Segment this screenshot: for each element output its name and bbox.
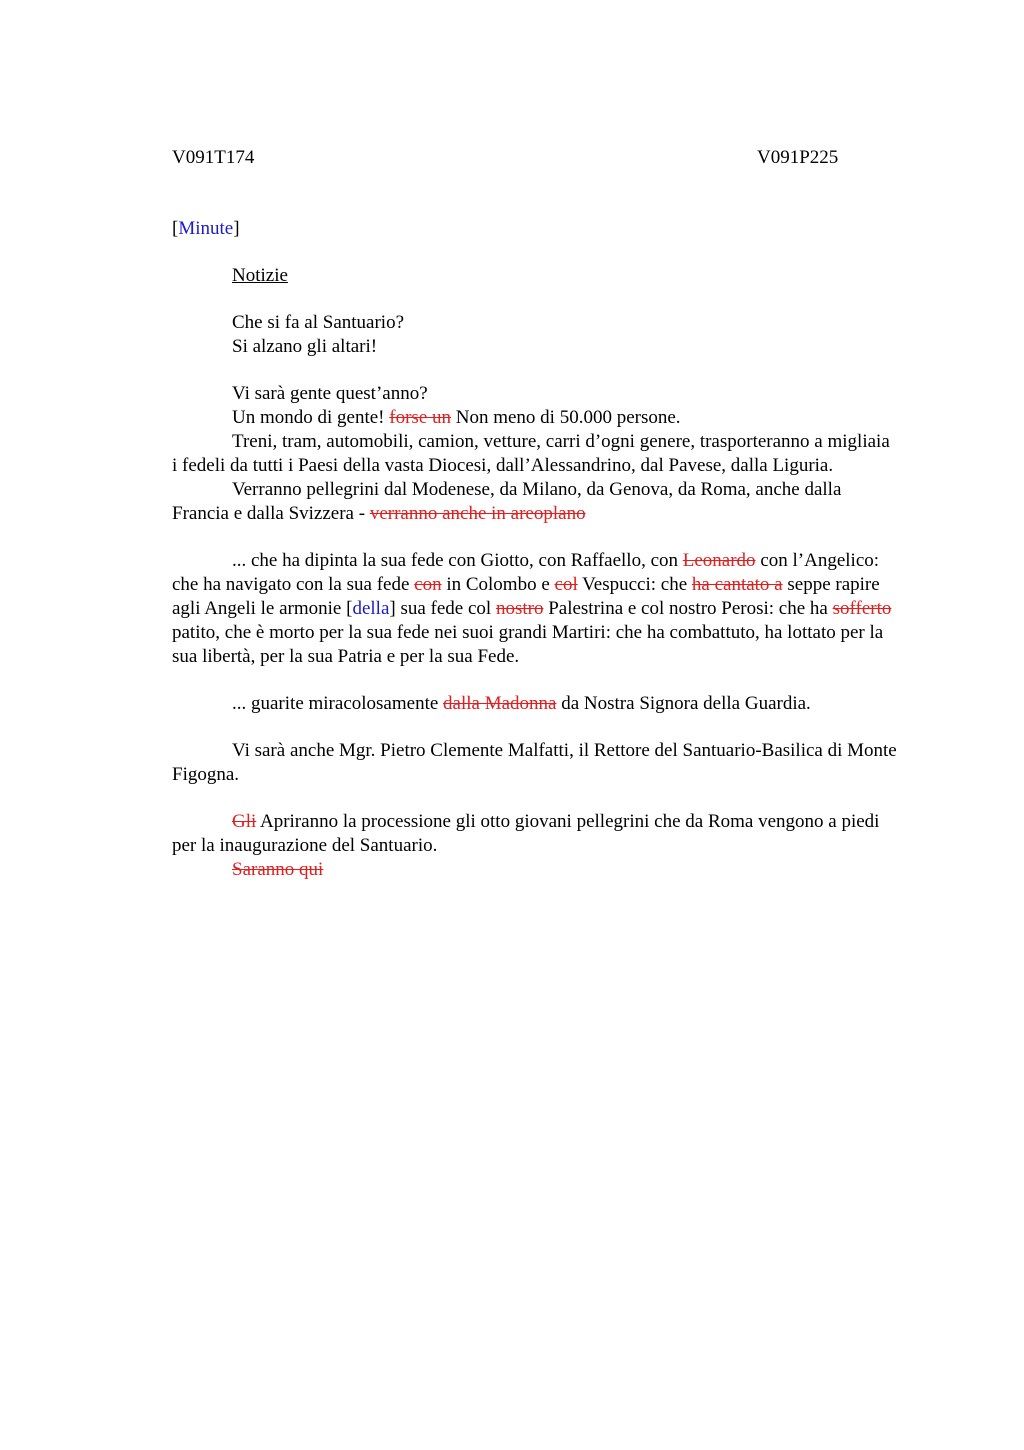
header-right-code: V091P225 [757, 147, 839, 168]
question-1: Che si fa al Santuario? [232, 312, 405, 333]
question-2: Vi sarà gente quest’anno? [232, 383, 428, 404]
answer-2-text: Un mondo di gente! [232, 407, 390, 428]
spacer [172, 787, 899, 810]
answer-2-text: Non meno di 50.000 persone. [451, 407, 681, 428]
paragraph-text: Verranno pellegrini dal Modenese, da Milano, da Genova, da Roma, anche dalla Francia e dalla Svizzera - [172, 479, 842, 524]
spacer [172, 359, 899, 382]
bracket-close: ] [233, 218, 240, 239]
paragraph-text: Vespucci: che [577, 574, 692, 595]
deleted-text: Leonardo [682, 550, 756, 571]
bracket-close: ] [389, 598, 396, 619]
paragraph-malfatti: Vi sarà anche Mgr. Pietro Clemente Malfatti, il Rettore del Santuario-Basilica di Monte Figogna. [172, 740, 897, 785]
deleted-text: Saranno qui [232, 859, 324, 880]
paragraph-fede [172, 549, 899, 669]
bracket-open: [ [172, 218, 179, 239]
document-type [172, 217, 899, 241]
paragraph-text: sua fede col [395, 598, 496, 619]
paragraph-text: ... guarite miracolosamente [232, 693, 444, 714]
deleted-text: verranno anche in areoplano [369, 503, 586, 524]
paragraph-text: in Colombo e [441, 574, 555, 595]
paragraph-text: da Nostra Signora della Guardia. [556, 693, 811, 714]
document-body [172, 217, 899, 882]
paragraph-text: seppe rapire agli Angeli le armonie [172, 574, 880, 619]
deleted-text: dalla Madonna [443, 693, 557, 714]
spacer [172, 716, 899, 739]
deleted-text: sofferto [832, 598, 892, 619]
header-left-code: V091T174 [172, 147, 255, 168]
bracket-open: [ [346, 598, 353, 619]
spacer [172, 288, 899, 311]
deleted-text: con [414, 574, 442, 595]
deleted-text: col [554, 574, 578, 595]
paragraph-guarite [172, 692, 899, 716]
paragraph-saranno [172, 858, 899, 882]
deleted-text: forse un [389, 407, 451, 428]
document-type-label: Minute [178, 218, 234, 239]
paragraph-verranno [172, 478, 899, 526]
spacer [172, 241, 899, 264]
paragraph-processione [172, 810, 899, 858]
answer-1: Si alzano gli altari! [232, 336, 378, 357]
paragraph-treni: Treni, tram, automobili, camion, vetture, carri d’ogni genere, trasporteranno a migliaia i fedeli da tutti i Paesi della vasta Diocesi, dall’Alessandrino, dal Pavese, dalla Liguria. [172, 431, 890, 476]
answer-2 [172, 406, 899, 430]
paragraph-text: Palestrina e col nostro Perosi: che ha [543, 598, 833, 619]
paragraph-text: ... che ha dipinta la sua fede con Giotto, con Raffaello, con [232, 550, 683, 571]
spacer [172, 526, 899, 549]
paragraph-text: con l’Angelico: che ha navigato con la sua fede [172, 550, 880, 595]
section-title-paragraph [172, 264, 899, 288]
deleted-text: nostro [495, 598, 544, 619]
section-title: Notizie [232, 265, 288, 286]
spacer [172, 669, 899, 692]
editorial-insertion: della [352, 598, 390, 619]
deleted-text: Gli [232, 811, 257, 832]
paragraph-text: Apriranno la processione gli otto giovani pellegrini che da Roma vengono a piedi per la inaugurazione del Santuario. [172, 811, 880, 856]
paragraph-text: patito, che è morto per la sua fede nei suoi grandi Martiri: che ha combattuto, ha lottato per la sua libertà, per la sua Patria e per la sua Fede. [172, 622, 884, 667]
deleted-text: ha cantato a [691, 574, 783, 595]
